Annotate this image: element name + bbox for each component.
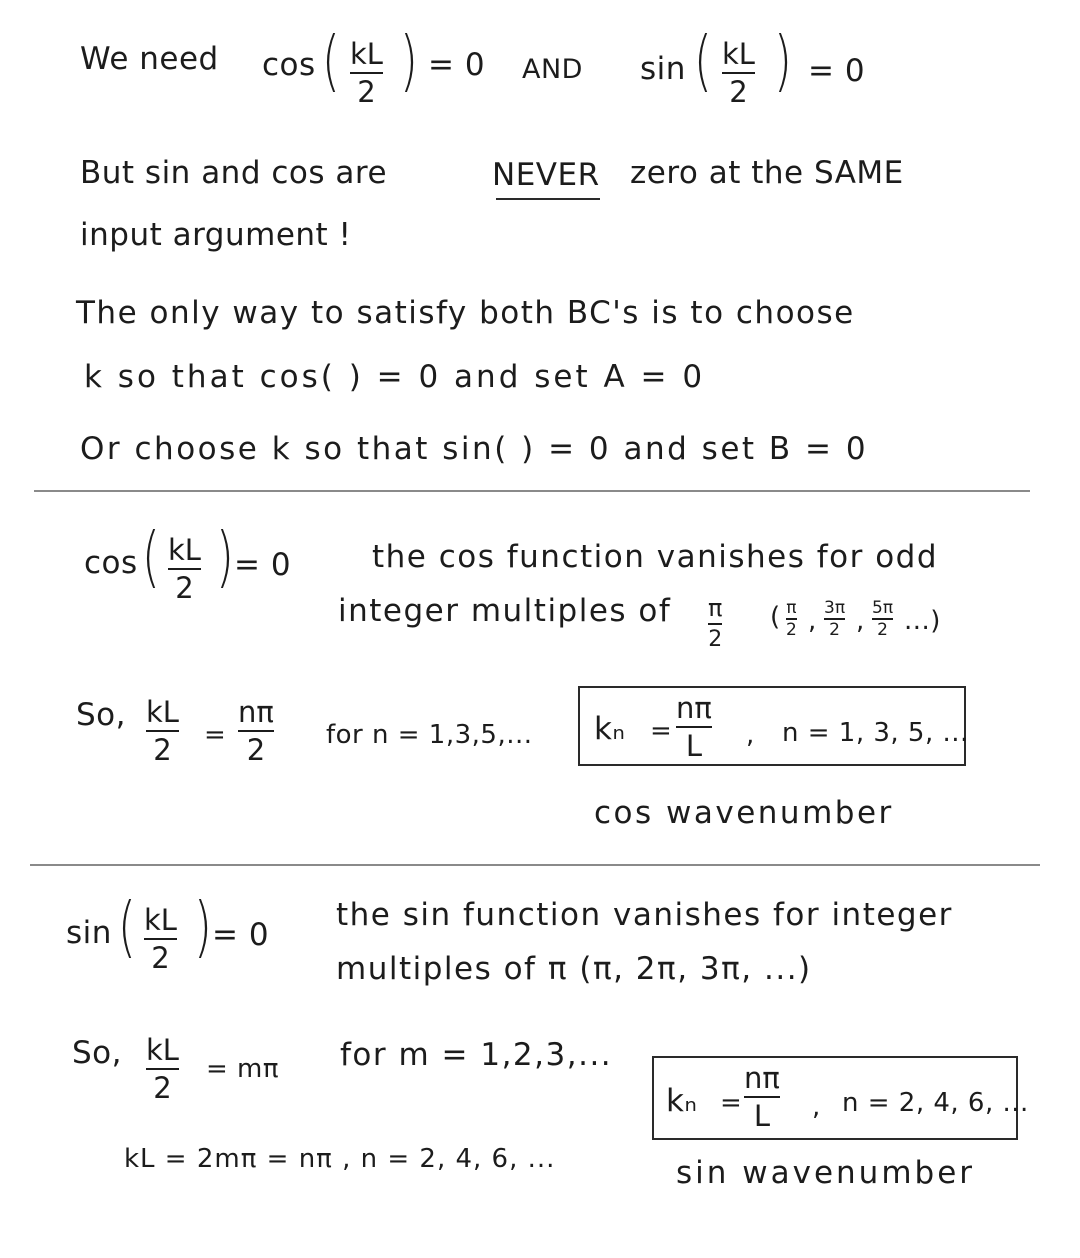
cos-desc-open-paren: ( [770, 602, 781, 632]
cos-so-lhs-num: kL [146, 695, 179, 729]
cos-fraction [168, 533, 201, 605]
sin-so-lhs-den: 2 [153, 1071, 172, 1105]
section-divider-2 [30, 864, 1040, 866]
cos-label: cos [84, 545, 138, 581]
sin-so: So, [72, 1035, 122, 1071]
statement-line2: input argument ! [80, 217, 352, 253]
cos-desc-pi-num: π [708, 594, 723, 622]
sin-for-m: for m = 1,2,3,... [340, 1037, 613, 1073]
method-line1: The only way to satisfy both BC's is to choose [76, 295, 855, 331]
cos-result-box [578, 686, 969, 766]
cos-result-den: L [685, 729, 702, 763]
series-1-den: 2 [786, 619, 797, 640]
cos-desc-close: ...) [904, 606, 941, 636]
cos-desc-line1: the cos function vanishes for odd [372, 539, 939, 575]
cos-fraction-numerator: kL [168, 533, 201, 567]
intro-we-need: We need [80, 41, 219, 77]
intro-sin-open-paren: ( [693, 22, 712, 99]
sin-fraction [144, 903, 177, 975]
cos-desc-pi-den: 2 [708, 627, 723, 652]
cos-eq-zero: = 0 [234, 547, 292, 583]
cos-so-eq: = [204, 720, 227, 750]
cos-desc-series-2 [824, 600, 845, 639]
intro-cos-close-paren: ) [399, 22, 418, 99]
sin-label: sin [66, 915, 112, 951]
intro-cos-fraction [350, 37, 383, 109]
sin-result-kn: kₙ [666, 1083, 698, 1119]
statement-line1-end: zero at the SAME [630, 155, 904, 191]
cos-for-n: for n = 1,3,5,... [326, 720, 533, 750]
cos-so-lhs-fraction [146, 695, 179, 767]
cos-caption: cos wavenumber [594, 795, 894, 831]
sin-result-n-values: n = 2, 4, 6, ... [842, 1088, 1029, 1118]
sin-result-box [652, 1056, 1029, 1140]
fraction-bar [238, 730, 274, 732]
cos-result-fraction [676, 691, 712, 763]
cos-open-paren: ( [141, 518, 160, 595]
cos-result-comma: , [746, 720, 755, 750]
sin-desc-line1: the sin function vanishes for integer [336, 897, 953, 933]
sin-result-num: nπ [744, 1061, 780, 1095]
cos-fraction-denominator: 2 [175, 571, 194, 605]
method-line3: Or choose k so that sin( ) = 0 and set B = 0 [80, 431, 869, 467]
series-2-num: 3π [824, 598, 846, 618]
cos-so: So, [76, 697, 126, 733]
cos-desc-series-1 [786, 600, 797, 639]
sin-result-comma: , [812, 1092, 821, 1122]
sin-eq-zero: = 0 [212, 917, 270, 953]
fraction-bar [144, 938, 177, 940]
sin-kl-line: kL = 2mπ = nπ , n = 2, 4, 6, ... [124, 1144, 556, 1174]
cos-result-eq: = [650, 716, 673, 746]
sin-so-lhs-num: kL [146, 1033, 179, 1067]
series-3-num: 5π [872, 598, 894, 618]
series-1-num: π [786, 598, 797, 618]
fraction-bar [676, 726, 712, 728]
intro-sin-close-paren: ) [773, 22, 792, 99]
intro-and: AND [522, 54, 583, 85]
statement-never: NEVER [492, 157, 600, 193]
cos-close-paren: ) [215, 518, 234, 595]
intro-cos-eq-zero: = 0 [428, 47, 486, 83]
sin-fraction-denominator: 2 [151, 941, 170, 975]
fraction-bar [168, 568, 201, 570]
cos-desc-comma-1: , [808, 606, 817, 636]
intro-cos: cos [262, 47, 316, 83]
fraction-bar [708, 623, 722, 625]
sin-result-eq: = [720, 1088, 743, 1118]
series-3-den: 2 [877, 619, 888, 640]
cos-desc-comma-2: , [856, 606, 865, 636]
intro-cos-open-paren: ( [321, 22, 340, 99]
sin-fraction-numerator: kL [144, 903, 177, 937]
cos-desc-line2: integer multiples of [338, 593, 672, 629]
cos-so-rhs-fraction [238, 695, 274, 767]
fraction-bar [146, 1068, 179, 1070]
sin-result-fraction [744, 1061, 780, 1133]
sin-caption: sin wavenumber [676, 1155, 976, 1191]
intro-sin-numerator: kL [722, 37, 755, 71]
section-divider-1 [34, 490, 1030, 492]
fraction-bar [744, 1096, 780, 1098]
never-underline [496, 198, 600, 200]
sin-desc-line2: multiples of π (π, 2π, 3π, ...) [336, 951, 812, 987]
statement-line1-start: But sin and cos are [80, 155, 388, 191]
cos-result-kn: kₙ [594, 711, 626, 747]
intro-sin-eq-zero: = 0 [808, 53, 866, 89]
sin-result-den: L [753, 1099, 770, 1133]
cos-desc-series-3 [872, 600, 893, 639]
method-line2: k so that cos( ) = 0 and set A = 0 [84, 359, 706, 395]
cos-result-n-values: n = 1, 3, 5, ... [782, 718, 969, 748]
sin-close-paren: ) [193, 888, 212, 965]
intro-cos-numerator: kL [350, 37, 383, 71]
cos-so-rhs-num: nπ [238, 695, 274, 729]
cos-desc-pi-over-2 [708, 596, 722, 651]
cos-result-num: nπ [676, 691, 712, 725]
intro-cos-denominator: 2 [357, 75, 376, 109]
sin-so-eq-mpi: = mπ [206, 1054, 280, 1084]
sin-open-paren: ( [117, 888, 136, 965]
fraction-bar [722, 72, 755, 74]
sin-so-lhs-fraction [146, 1033, 179, 1105]
intro-sin: sin [640, 51, 686, 87]
fraction-bar [146, 730, 179, 732]
series-2-den: 2 [829, 619, 840, 640]
intro-sin-fraction [722, 37, 755, 109]
fraction-bar [350, 72, 383, 74]
intro-sin-denominator: 2 [729, 75, 748, 109]
cos-so-lhs-den: 2 [153, 733, 172, 767]
cos-so-rhs-den: 2 [246, 733, 266, 767]
